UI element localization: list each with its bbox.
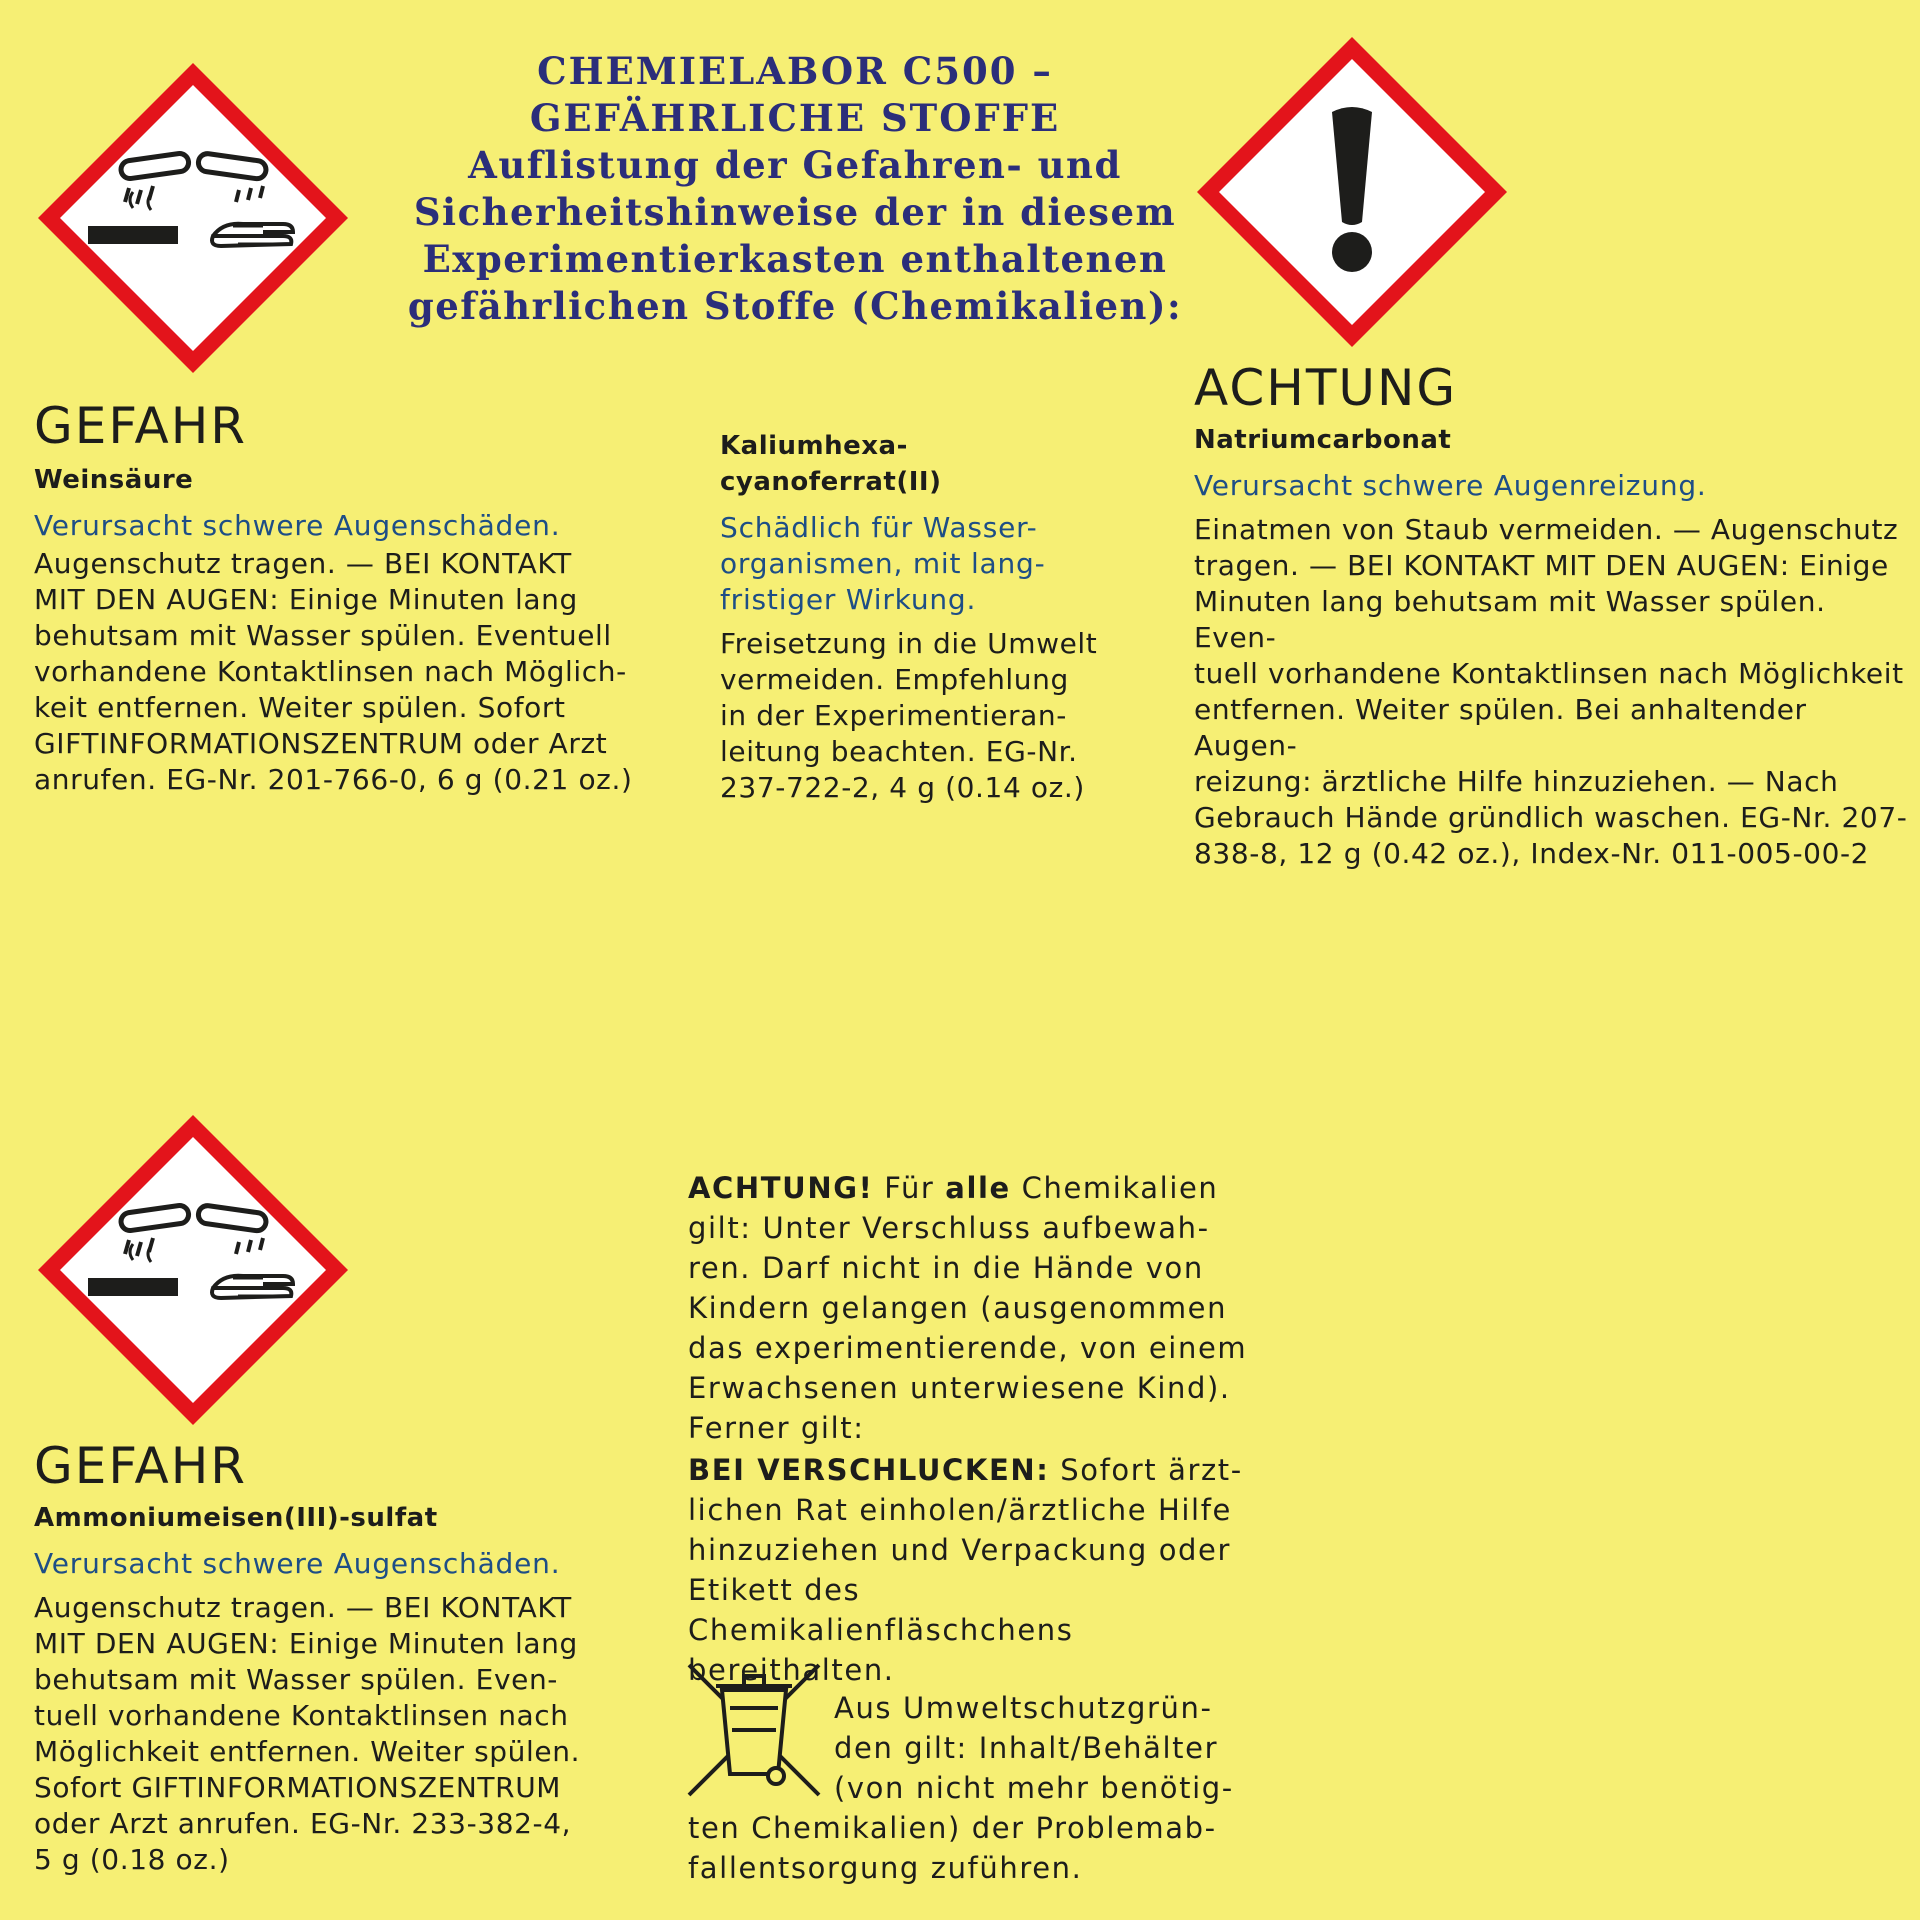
swallow-lead: BEI VERSCHLUCKEN: xyxy=(688,1453,1050,1487)
precautionary-statement: Augenschutz tragen. — BEI KONTAKT MIT DEN AUGEN: Einige Minuten lang behutsam mit Wasser spülen. Even- tuell vorhandene Kontaktlinsen nach Möglichkeit entfernen. Weiter spülen. Sofort GIFTINFORMATIONSZENTRUM oder Arzt anrufen. EG-Nr. 233-382-4, 5 g (0.18 oz.) xyxy=(34,1591,581,1876)
swallow-notice xyxy=(688,1450,1248,1690)
hazard-statement: Verursacht schwere Augenschäden. xyxy=(34,1547,561,1580)
notice-emphasis: alle xyxy=(945,1171,1011,1205)
entry-natriumcarbonat xyxy=(1194,360,1914,872)
hazard-statement: Verursacht schwere Augenschäden. xyxy=(34,509,561,542)
hazard-statement: Schädlich für Wasser- organismen, mit lang- fristiger Wirkung. xyxy=(720,511,1046,616)
subtitle-line-4: gefährlichen Stoffe (Chemikalien): xyxy=(407,284,1183,328)
title-line-1: CHEMIELABOR C500 – xyxy=(537,49,1053,93)
disposal-text-indented: Aus Umweltschutzgrün- den gilt: Inhalt/Behälter (von nicht mehr benötig- xyxy=(834,1691,1234,1805)
precautionary-statement: Einatmen von Staub vermeiden. — Augenschutz tragen. — BEI KONTAKT MIT DEN AUGEN: Einige Minuten lang behutsam mit Wasser spülen. Even- tuell vorhandene Kontaktlinsen nach Möglichkeit entfernen. Weiter spülen. Bei anhaltender Augen- reizung: ärztliche Hilfe hinzuziehen. — Nach Gebrauch Hände gründlich waschen. EG-Nr. 207- 838-8, 12 g (0.42 oz.), Index-Nr. 011-005-00-2 xyxy=(1194,513,1908,870)
swallow-text: Sofort ärzt-lichen Rat einholen/ärztliche Hilfe hinzuziehen und Verpackung oder Etikett des Chemikalienfläschchens bereithalten. xyxy=(688,1453,1243,1687)
subtitle-line-1: Auflistung der Gefahren- und xyxy=(468,143,1122,187)
substance-name: Ammoniumeisen(III)-sulfat xyxy=(34,1503,438,1533)
precautionary-statement: Augenschutz tragen. — BEI KONTAKT MIT DEN AUGEN: Einige Minuten lang behutsam mit Wasser spülen. Eventuell vorhandene Kontaktlinsen nach Möglich- keit entfernen. Weiter spülen. Sofort GIFTINFORMATIONSZENTRUM oder Arzt anrufen. EG-Nr. 201-766-0, 6 g (0.21 oz.) xyxy=(34,547,633,796)
notice-text: Chemikalien gilt: Unter Verschluss aufbewah-ren. Darf nicht in die Hände von Kindern gelangen (ausgenommen das experimentierende, von einem Erwachsenen unterwiesene Kind). Ferner gilt: xyxy=(688,1171,1248,1445)
notice-text: Für xyxy=(873,1171,946,1205)
substance-name: Natriumcarbonat xyxy=(1194,425,1452,455)
signal-word: ACHTUNG xyxy=(1194,359,1458,417)
title-line-2: GEFÄHRLICHE STOFFE xyxy=(529,96,1061,140)
signal-word: GEFAHR xyxy=(34,397,248,455)
entry-ammoniumeisen-sulfat xyxy=(34,1438,654,1878)
corrosion-pictogram-icon xyxy=(33,58,353,378)
substance-name: Weinsäure xyxy=(34,465,194,495)
entry-weinsaeure xyxy=(34,398,634,798)
notice-lead: ACHTUNG! xyxy=(688,1171,874,1205)
general-notice xyxy=(688,1168,1248,1690)
precautionary-statement: Freisetzung in die Umwelt vermeiden. Empfehlung in der Experimentieran- leitung beachten. EG-Nr. 237-722-2, 4 g (0.14 oz.) xyxy=(720,627,1098,804)
hazard-statement: Verursacht schwere Augenreizung. xyxy=(1194,469,1707,502)
subtitle-line-2: Sicherheitshinweise der in diesem xyxy=(413,190,1177,234)
document-title xyxy=(370,48,1220,330)
subtitle-line-3: Experimentierkasten enthaltenen xyxy=(422,237,1168,281)
storage-notice xyxy=(688,1168,1248,1448)
disposal-text: ten Chemikalien) der Problemab- fallentsorgung zuführen. xyxy=(688,1811,1217,1885)
corrosion-pictogram-icon xyxy=(33,1110,353,1430)
signal-word: GEFAHR xyxy=(34,1437,248,1495)
exclamation-pictogram-icon xyxy=(1192,32,1512,352)
crossed-out-wheelie-bin-icon xyxy=(684,1660,824,1800)
entry-kaliumhexacyanoferrat xyxy=(720,428,1100,806)
substance-name: Kaliumhexa- cyanoferrat(II) xyxy=(720,431,942,497)
